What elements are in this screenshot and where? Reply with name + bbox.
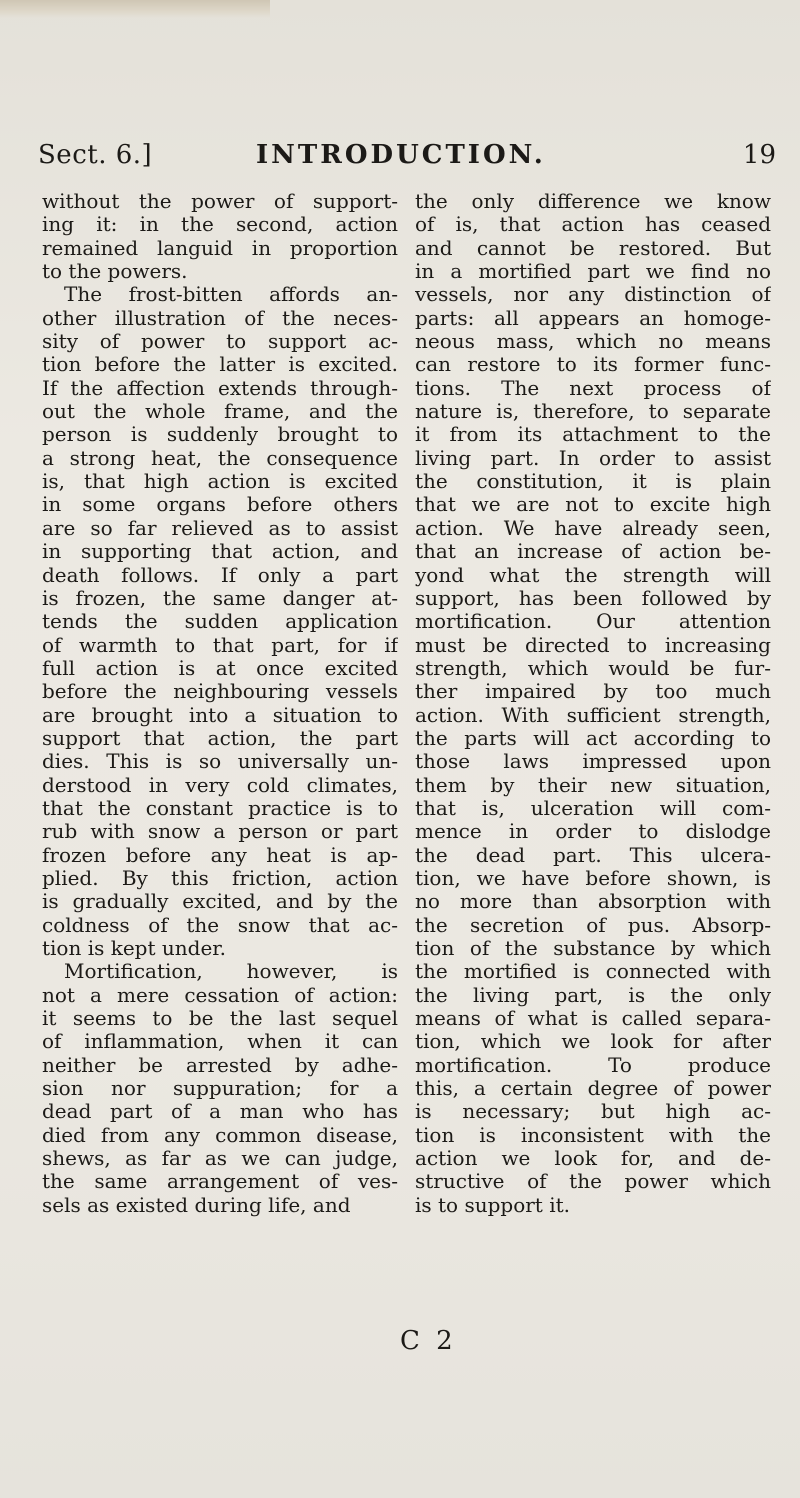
text-line: this, a certain degree of power: [415, 1077, 771, 1101]
text-line: that is, ulceration will com-: [415, 796, 771, 820]
text-line: derstood in very cold climates,: [42, 773, 398, 797]
text-line: means of what is called separa-: [415, 1007, 771, 1031]
text-line: neous mass, which no means: [415, 330, 771, 354]
text-line: that the constant practice is to: [42, 796, 398, 820]
text-line: sion nor suppuration; for a: [42, 1077, 398, 1101]
text-line: are so far relieved as to assist: [42, 516, 398, 540]
text-line: plied. By this friction, action: [42, 866, 398, 890]
text-line: no more than absorption with: [415, 890, 771, 914]
text-line: out the whole frame, and the: [42, 400, 398, 424]
text-line: the same arrangement of ves-: [42, 1170, 398, 1194]
text-line: If the affection extends through-: [42, 376, 398, 400]
running-header: [38, 140, 776, 180]
text-line: sity of power to support ac-: [42, 330, 398, 354]
text-line: of warmth to that part, for if: [42, 633, 398, 657]
text-line: in a mortified part we find no: [415, 260, 771, 284]
text-line: mortification. Our attention: [415, 610, 771, 634]
text-line: neither be arrested by adhe-: [42, 1053, 398, 1077]
text-line: tion is inconsistent with the: [415, 1123, 771, 1147]
text-line: dead part of a man who has: [42, 1100, 398, 1124]
signature-mark: C 2: [400, 1326, 457, 1356]
text-line: is necessary; but high ac-: [415, 1100, 771, 1124]
text-line: remained languid in proportion: [42, 236, 398, 260]
text-line: that we are not to excite high: [415, 493, 771, 517]
text-line: person is suddenly brought to: [42, 423, 398, 447]
text-line: before the neighbouring vessels: [42, 680, 398, 704]
text-line: without the power of support-: [42, 190, 398, 213]
text-line: must be directed to increasing: [415, 633, 771, 657]
text-line: tion of the substance by which: [415, 937, 771, 960]
text-line: coldness of the snow that ac-: [42, 913, 398, 937]
text-line: strength, which would be fur-: [415, 656, 771, 680]
text-line: not a mere cessation of action:: [42, 983, 398, 1007]
text-line: and cannot be restored. But: [415, 236, 771, 260]
text-line: yond what the strength will: [415, 563, 771, 587]
text-line: ther impaired by too much: [415, 680, 771, 704]
text-line: are brought into a situation to: [42, 703, 398, 727]
text-line: them by their new situation,: [415, 773, 771, 797]
page-number: 19: [742, 140, 776, 170]
text-line: Mortification, however, is: [64, 960, 398, 984]
text-line: full action is at once excited: [42, 656, 398, 680]
text-line: the dead part. This ulcera-: [415, 843, 771, 867]
right-text-column: [415, 190, 771, 1217]
text-line: the constitution, it is plain: [415, 470, 771, 494]
text-line: tion is kept under.: [42, 937, 227, 960]
text-line: dies. This is so universally un-: [42, 750, 398, 774]
text-line: the only difference we know: [415, 190, 771, 213]
text-line: tion, we have before shown, is: [415, 866, 771, 890]
text-line: nature is, therefore, to separate: [415, 400, 771, 424]
text-line: mortification. To produce: [415, 1053, 771, 1077]
left-text-column: [42, 190, 398, 1217]
text-line: died from any common disease,: [42, 1123, 398, 1147]
torn-page-edge: [0, 0, 270, 18]
text-line: is to support it.: [415, 1193, 570, 1217]
section-reference: Sect. 6.]: [38, 140, 153, 170]
text-line: of is, that action has ceased: [415, 213, 771, 237]
text-line: vessels, nor any distinction of: [415, 283, 771, 307]
text-line: of inflammation, when it can: [42, 1030, 398, 1054]
text-line: tion, which we look for after: [415, 1030, 771, 1054]
text-line: action. We have already seen,: [415, 516, 771, 540]
text-line: action. With sufficient strength,: [415, 703, 771, 727]
text-line: in some organs before others: [42, 493, 398, 517]
text-line: can restore to its former func-: [415, 353, 771, 377]
text-line: the secretion of pus. Absorp-: [415, 913, 771, 937]
text-line: action we look for, and de-: [415, 1147, 771, 1171]
text-line: to the powers.: [42, 260, 188, 284]
text-line: shews, as far as we can judge,: [42, 1147, 398, 1171]
text-line: The frost-bitten affords an-: [64, 283, 398, 307]
text-line: tions. The next process of: [415, 376, 771, 400]
text-line: it from its attachment to the: [415, 423, 771, 447]
text-line: frozen before any heat is ap-: [42, 843, 398, 867]
text-line: rub with snow a person or part: [42, 820, 398, 844]
text-line: support, has been followed by: [415, 586, 771, 610]
text-line: living part. In order to assist: [415, 446, 771, 470]
text-line: parts: all appears an homoge-: [415, 306, 771, 330]
text-line: that an increase of action be-: [415, 540, 771, 564]
text-line: tion before the latter is excited.: [42, 353, 398, 377]
text-line: mence in order to dislodge: [415, 820, 771, 844]
text-line: death follows. If only a part: [42, 563, 398, 587]
text-line: the mortified is connected with: [415, 960, 771, 984]
text-line: the living part, is the only: [415, 983, 771, 1007]
text-line: tends the sudden application: [42, 610, 398, 634]
text-line: those laws impressed upon: [415, 750, 771, 774]
text-line: a strong heat, the consequence: [42, 446, 398, 470]
text-line: it seems to be the last sequel: [42, 1007, 398, 1031]
text-line: ing it: in the second, action: [42, 213, 398, 237]
text-line: the parts will act according to: [415, 726, 771, 750]
text-line: other illustration of the neces-: [42, 306, 398, 330]
text-line: in supporting that action, and: [42, 540, 398, 564]
text-line: sels as existed during life, and: [42, 1193, 351, 1217]
text-line: is frozen, the same danger at-: [42, 586, 398, 610]
text-line: is gradually excited, and by the: [42, 890, 398, 914]
text-line: structive of the power which: [415, 1170, 771, 1194]
text-line: support that action, the part: [42, 726, 398, 750]
running-title: INTRODUCTION.: [256, 140, 546, 170]
text-line: is, that high action is excited: [42, 470, 398, 494]
